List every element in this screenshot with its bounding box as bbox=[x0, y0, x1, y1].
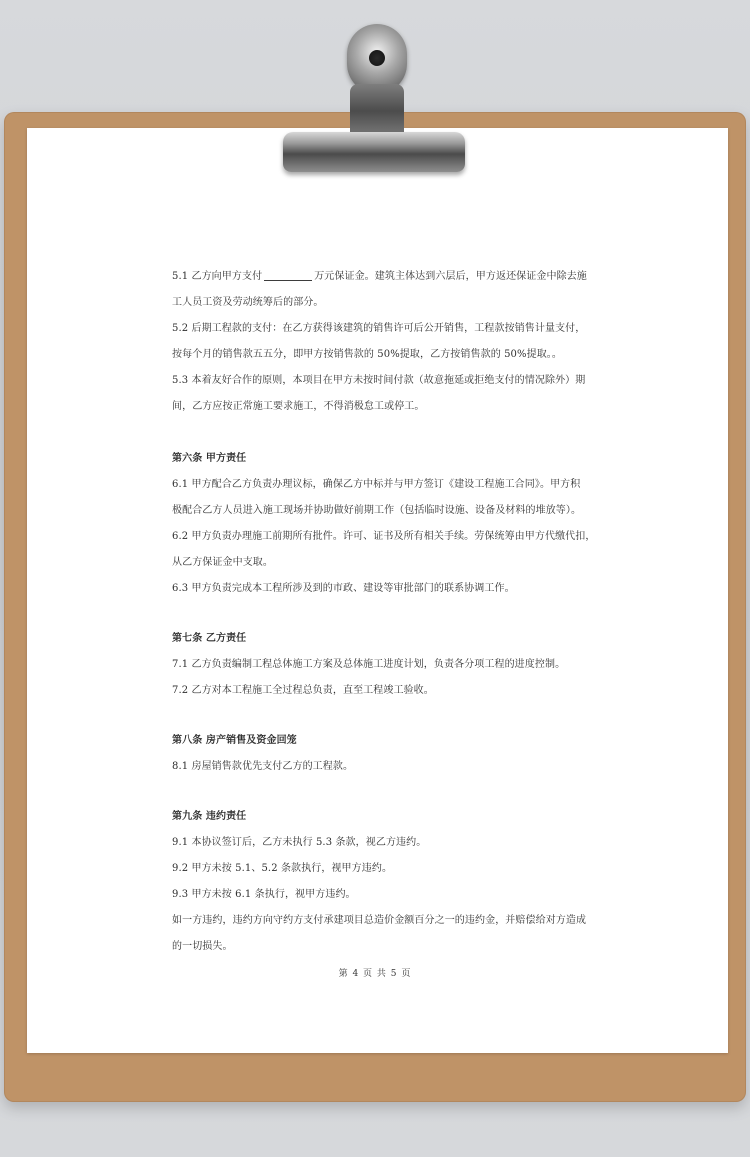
document-body bbox=[172, 264, 596, 960]
clause-6-1-line-2: 极配合乙方人员进入施工现场并协助做好前期工作（包括临时设施、设备及材料的堆放等）。 bbox=[172, 505, 582, 516]
breach-paragraph-line-1: 如一方违约，违约方向守约方支付承建项目总造价金额百分之一的违约金，并赔偿给对方造成 bbox=[172, 915, 587, 926]
clause-6-1-line-1: 6.1 甲方配合乙方负责办理议标，确保乙方中标并与甲方签订《建设工程施工合同》。甲方积 bbox=[172, 479, 581, 490]
blank-amount-field bbox=[264, 269, 312, 281]
clause-7-1: 7.1 乙方负责编制工程总体施工方案及总体施工进度计划，负责各分项工程的进度控制。 bbox=[172, 659, 566, 670]
binder-clip bbox=[283, 24, 465, 172]
clause-5-3-line-1: 5.3 本着友好合作的原则，本项目在甲方未按时间付款（故意拖延或拒绝支付的情况除外）期 bbox=[172, 375, 586, 386]
clause-6-2-line-2: 从乙方保证金中支取。 bbox=[172, 557, 273, 568]
clause-9-1: 9.1 本协议签订后，乙方未执行 5.3 条款，视乙方违约。 bbox=[172, 837, 427, 848]
breach-paragraph-line-2: 的一切损失。 bbox=[172, 941, 233, 952]
article-9-title: 第九条 违约责任 bbox=[172, 811, 247, 822]
clause-5-2-line-2: 按每个月的销售款五五分，即甲方按销售款的 50%提取，乙方按销售款的 50%提取。。 bbox=[172, 349, 563, 360]
clause-7-2: 7.2 乙方对本工程施工全过程总负责，直至工程竣工验收。 bbox=[172, 685, 434, 696]
clause-9-2: 9.2 甲方未按 5.1、5.2 条款执行，视甲方违约。 bbox=[172, 863, 393, 874]
article-7-title: 第七条 乙方责任 bbox=[172, 633, 247, 644]
clause-5-1-line-1: 5.1 乙方向甲方支付 万元保证金。建筑主体达到六层后，甲方返还保证金中除去施 bbox=[172, 271, 587, 282]
clause-5-1-line-2: 工人员工资及劳动统筹后的部分。 bbox=[172, 297, 324, 308]
clause-5-2-line-1: 5.2 后期工程款的支付：在乙方获得该建筑的销售许可后公开销售，工程款按销售计量支付， bbox=[172, 323, 586, 334]
clip-neck bbox=[350, 84, 404, 138]
clause-6-3: 6.3 甲方负责完成本工程所涉及到的市政、建设等审批部门的联系协调工作。 bbox=[172, 583, 515, 594]
clause-8-1: 8.1 房屋销售款优先支付乙方的工程款。 bbox=[172, 761, 354, 772]
article-8-title: 第八条 房产销售及资金回笼 bbox=[172, 735, 297, 746]
clause-9-3: 9.3 甲方未按 6.1 条执行，视甲方违约。 bbox=[172, 889, 356, 900]
page-number: 第 4 页 共 5 页 bbox=[338, 969, 412, 979]
clause-5-3-line-2: 间，乙方应按正常施工要求施工，不得消极怠工或停工。 bbox=[172, 401, 425, 412]
article-6-title: 第六条 甲方责任 bbox=[172, 453, 247, 464]
clip-plate bbox=[283, 132, 465, 172]
clause-6-2-line-1: 6.2 甲方负责办理施工前期所有批件。许可、证书及所有相关手续。劳保统筹由甲方代缴代扣， bbox=[172, 531, 596, 542]
